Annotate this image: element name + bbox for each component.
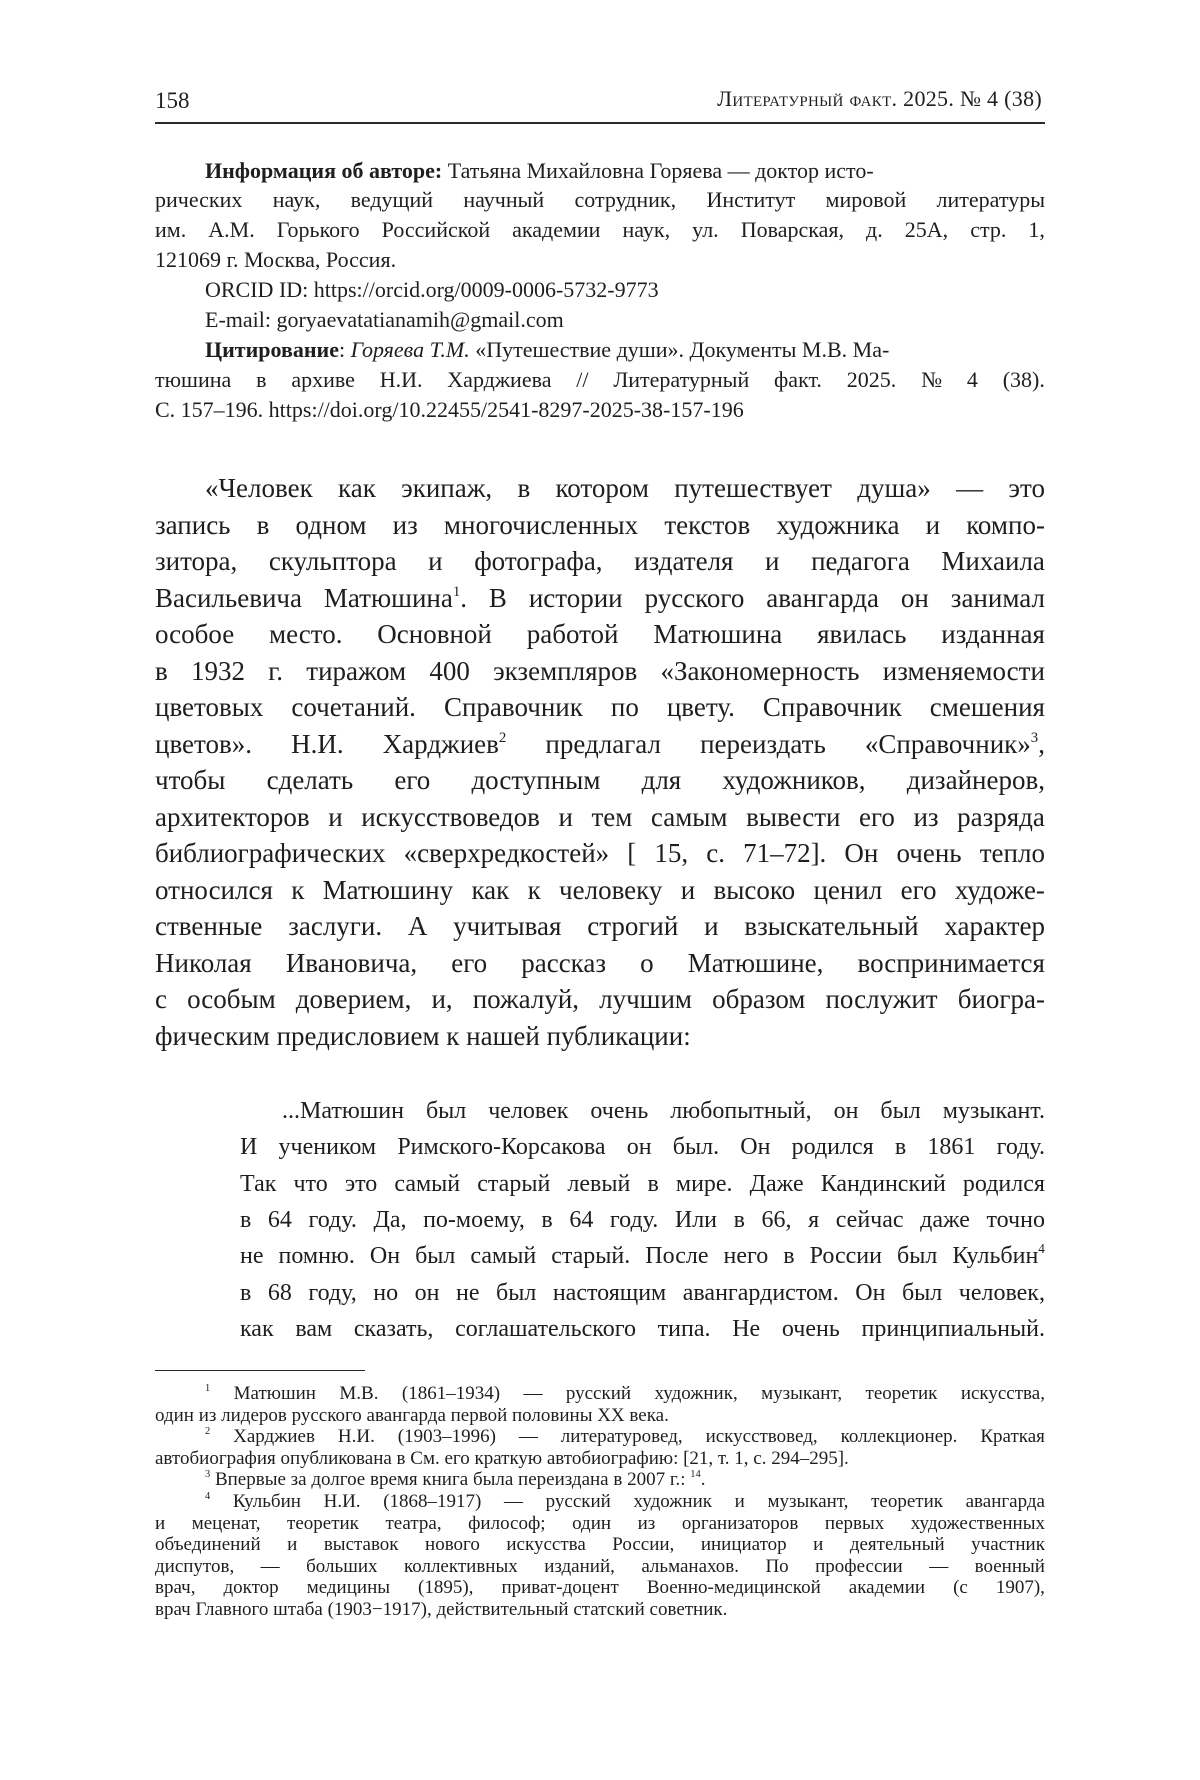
- quote-line: не помню. Он был самый старый. После него в России был Кульбин$^4$: [240, 1241, 1045, 1270]
- quote-line: в 64 году. Да, по-моему, в 64 году. Или в 66, я сейчас даже точно: [240, 1206, 1045, 1233]
- body-line: в 1932 г. тиражом 400 экземпляров «Закономерность изменяемости: [155, 655, 1045, 686]
- header-rule: [155, 122, 1045, 124]
- body-line: ственные заслуги. А учитывая строгий и взыскательный характер: [155, 911, 1045, 941]
- email-line[interactable]: E-mail: goryaevatatianamih@gmail.com: [205, 307, 564, 332]
- author-info-line-1: Информация об авторе: Татьяна Михайловна Горяева — доктор исто-: [205, 158, 874, 183]
- body-line: Николая Ивановича, его рассказ о Матюшине, воспринимается: [155, 947, 1045, 978]
- footnote-line: объединений и выставок нового искусства России, инициатор и деятельный участник: [155, 1534, 1045, 1556]
- body-line: зитора, скульптора и фотографа, издателя и педагога Михаила: [155, 546, 1045, 576]
- author-info-label: Информация об авторе:: [205, 158, 443, 183]
- footnote-line: $^4$ Кульбин Н.И. (1868–1917) — русский художник и музыкант, теоретик авангарда: [205, 1491, 1045, 1512]
- body-line: фическим предисловием к нашей публикации:: [155, 1020, 691, 1051]
- author-info-line-4: 121069 г. Москва, Россия.: [155, 247, 397, 272]
- body-line: «Человек как экипаж, в котором путешествует душа» — это: [205, 473, 1045, 503]
- footnote-line: диспутов, — больших коллективных изданий, альманахов. По профессии — военный: [155, 1555, 1045, 1577]
- footnote-line: врач, доктор медицины (1895), приват-доцент Военно-медицинской академии (с 1907),: [155, 1577, 1045, 1599]
- footnote-line: автобиография опубликована в См. его краткую автобиографию: [21, т. 1, с. 294–295].: [155, 1447, 849, 1469]
- quote-line: как вам сказать, соглашательского типа. Не очень принципиальный.: [240, 1315, 1045, 1342]
- body-line: цветовых сочетаний. Справочник по цвету. Справочник смешения: [155, 692, 1045, 722]
- citation-line-2: тюшина в архиве Н.И. Харджиева // Литературный факт. 2025. № 4 (38).: [155, 367, 1045, 392]
- footnote-line: один из лидеров русского авангарда первой половины XX века.: [155, 1404, 669, 1426]
- footnote-rule: [155, 1370, 365, 1371]
- orcid-line[interactable]: ORCID ID: https://orcid.org/0009-0006-5732-9773: [205, 277, 659, 302]
- citation-line-1: Цитирование: Горяева Т.М. «Путешествие души». Документы М.В. Ма-: [205, 337, 890, 362]
- body-line: Васильевича Матюшина$^1$. В истории русского авангарда он занимал: [155, 582, 1045, 613]
- author-info-line-3: им. А.М. Горького Российской академии наук, ул. Поварская, д. 25А, стр. 1,: [155, 217, 1045, 242]
- quote-line: И учеником Римского-Корсакова он был. Он родился в 1861 году.: [240, 1134, 1045, 1161]
- body-line: с особым доверием, и, пожалуй, лучшим образом послужит биогра-: [155, 984, 1045, 1014]
- footnote-line: и меценат, теоретик театра, философ; один из организаторов первых художественных: [155, 1512, 1045, 1534]
- body-line: запись в одном из многочисленных текстов художника и компо-: [155, 509, 1045, 540]
- body-line: чтобы сделать его доступным для художников, дизайнеров,: [155, 765, 1045, 795]
- citation-line-3[interactable]: С. 157–196. https://doi.org/10.22455/2541-8297-2025-38-157-196: [155, 397, 744, 422]
- footnote-line: врач Главного штаба (1903−1917), действительный статский советник.: [155, 1599, 728, 1620]
- citation-authors: Горяева Т.М.: [350, 337, 470, 362]
- citation-label: Цитирование: [205, 337, 339, 362]
- running-title: Литературный факт. 2025. № 4 (38): [717, 86, 1042, 111]
- body-line: особое место. Основной работой Матюшина явилась изданная: [155, 619, 1045, 649]
- quote-line: ...Матюшин был человек очень любопытный, он был музыкант.: [282, 1098, 1045, 1124]
- footnote-line: $^1$ Матюшин М.В. (1861–1934) — русский художник, музыкант, теоретик искусства,: [205, 1383, 1045, 1404]
- body-line: относился к Матюшину как к человеку и высоко ценил его художе-: [155, 874, 1045, 905]
- page-number: 158: [155, 88, 190, 113]
- footnote-line: $^3$ Впервые за долгое время книга была переиздана в 2007 г.: $^{14}$.: [205, 1469, 706, 1491]
- author-info-line-2: рических наук, ведущий научный сотрудник, Институт мировой литературы: [155, 187, 1045, 212]
- quote-line: в 68 году, но он не был настоящим авангардистом. Он был человек,: [240, 1279, 1045, 1306]
- body-line: библиографических «сверхредкостей» [ 15, с. 71–72]. Он очень тепло: [155, 838, 1045, 868]
- quote-line: Так что это самый старый левый в мире. Даже Кандинский родился: [240, 1170, 1045, 1197]
- body-line: цветов». Н.И. Харджиев$^2$ предлагал переиздать «Справочник»$^3$,: [155, 728, 1045, 759]
- body-line: архитекторов и искусствоведов и тем самым вывести его из разряда: [155, 801, 1045, 832]
- footnote-line: $^2$ Харджиев Н.И. (1903–1996) — литературовед, искусствовед, коллекционер. Краткая: [205, 1426, 1045, 1448]
